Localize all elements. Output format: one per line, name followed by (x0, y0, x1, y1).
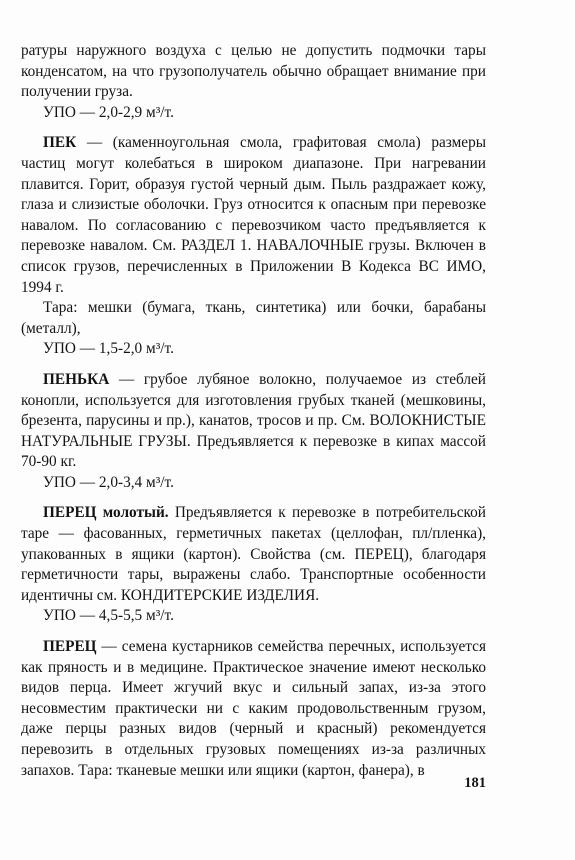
upo-line: УПО — 2,0-3,4 м³/т. (43, 473, 174, 491)
entry-pek-tara: Тара: мешки (бумага, ткань, синтетика) или бочки, барабаны (металл), (21, 299, 486, 337)
upo-line: УПО — 2,0-2,9 м³/т. (43, 103, 174, 121)
entry-heading: ПЕК (43, 134, 77, 152)
entry-heading: ПЕРЕЦ молотый. (43, 504, 169, 522)
upo-line: УПО — 4,5-5,5 м³/т. (43, 607, 174, 625)
entry-text: — семена кустарников семейства перечных, используется как пряность и в медицине. Практическое значение имеют несколько видов перца. Имеет жгучий вкус и сильный запах, из-за этого несовместим практически ни с каким продовольственным грузом, даже перцы разных видов (черный и красный) рекомендуется перевозить в отдельных грузовых помещениях из-за различных запахов. Тара: тканевые мешки или ящики (картон, фанера), в (21, 638, 486, 779)
entry-penka (21, 370, 486, 473)
entry-heading: ПЕНЬКА (43, 370, 110, 388)
page-text (21, 41, 486, 781)
page-number: 181 (464, 775, 486, 791)
entry-perets-molotyi (21, 503, 486, 606)
entry-heading: ПЕРЕЦ (43, 638, 97, 656)
entry-pek (21, 133, 486, 298)
paragraph-text: ратуры наружного воздуха с целью не допустить подмочки тары конденсатом, на что грузополучатель обычно обращает внимание при получении груза. (21, 42, 486, 101)
paragraph-continuation (21, 41, 486, 103)
entry-text: Предъявляется к перевозке в потребительской таре — фасованных, герметичных пакетах (целлофан, пл/пленка), упакованных в ящики (картон). Свойства (см. ПЕРЕЦ), благодаря герметичности тары, выражены слабо. Транспортные особенности идентичны см. КОНДИТЕРСКИЕ ИЗДЕЛИЯ. (21, 504, 486, 604)
entry-text: — грубое лубяное волокно, получаемое из стеблей конопли, используется для изготовления грубых тканей (мешковины, брезента, парусины и пр.), канатов, тросов и пр. См. ВОЛОКНИСТЫЕ НАТУРАЛЬНЫЕ ГРУЗЫ. Предъявляется к перевозке в кипах массой 70-90 кг. (21, 370, 486, 471)
entry-text: — (каменноугольная смола, графитовая смола) размеры частиц могут колебаться в широком диапазоне. При нагревании плавится. Горит, образуя густой черный дым. Пыль раздражает кожу, глаза и слизистые оболочки. Груз относится к опасным при перевозке навалом. По согласованию с перевозчиком часто предъявляется к перевозке навалом. См. РАЗДЕЛ 1. НАВАЛОЧНЫЕ грузы. Включен в список грузов, перечисленных в Приложении В Кодекса ВС ИМО, 1994 г. (21, 134, 486, 296)
upo-line: УПО — 1,5-2,0 м³/т. (43, 340, 174, 358)
entry-perets (21, 637, 486, 781)
